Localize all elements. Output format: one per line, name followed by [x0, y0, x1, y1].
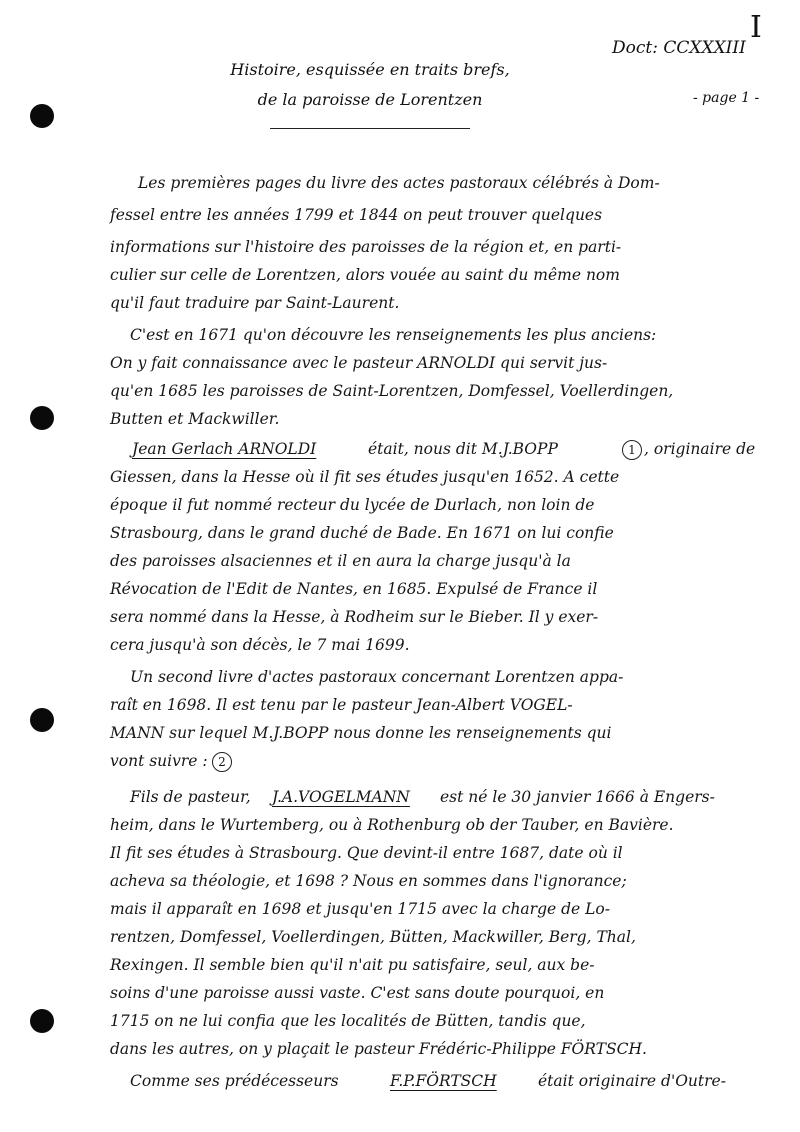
title-line-1: Histoire, esquissée en traits brefs, — [230, 60, 510, 79]
text-line: vont suivre : 2 — [0, 752, 800, 782]
footnote-marker: 2 — [212, 752, 232, 772]
text-line: Giessen, dans la Hesse où il fit ses études jusqu'en 1652. A cette — [110, 468, 620, 486]
text-line: MANN sur lequel M.J.BOPP nous donne les renseignements qui — [110, 724, 612, 742]
title-line-2: de la paroisse de Lorentzen — [257, 90, 483, 109]
corner-mark: I — [750, 10, 763, 45]
person-name-fortsch: F.P.FÖRTSCH — [390, 1072, 497, 1090]
text-line: heim, dans le Wurtemberg, ou à Rothenburg ob der Tauber, en Bavière. — [110, 816, 674, 834]
text-line: Les premières pages du livre des actes pastoraux célébrés à Dom- — [138, 174, 660, 192]
text-line: Butten et Mackwiller. — [110, 410, 280, 428]
person-name-arnoldi: Jean Gerlach ARNOLDI — [132, 440, 317, 458]
title-underline — [270, 128, 470, 129]
text-line: mais il apparaît en 1698 et jusqu'en 1715 avec la charge de Lo- — [110, 900, 610, 918]
text-line: Un second livre d'actes pastoraux concernant Lorentzen appa- — [130, 668, 624, 686]
text-line: Jean Gerlach ARNOLDI était, nous dit M.J.BOPP 1 , originaire de — [132, 440, 756, 458]
text-line: C'est en 1671 qu'on découvre les renseignements les plus anciens: — [130, 326, 657, 344]
text-line: dans les autres, on y plaçait le pasteur Frédéric-Philippe FÖRTSCH. — [110, 1040, 647, 1058]
text-line: Il fit ses études à Strasbourg. Que devint-il entre 1687, date où il — [110, 844, 623, 862]
text-line: Révocation de l'Edit de Nantes, en 1685. Expulsé de France il — [110, 580, 598, 598]
text-line: On y fait connaissance avec le pasteur ARNOLDI qui servit jus- — [110, 354, 608, 372]
text-line: Strasbourg, dans le grand duché de Bade. En 1671 on lui confie — [110, 524, 614, 542]
document-reference: Doct: CCXXXIII — [612, 38, 746, 58]
person-name-vogelmann: J.A.VOGELMANN — [272, 788, 410, 806]
text-line: qu'il faut traduire par Saint-Laurent. — [110, 294, 400, 312]
text-line: informations sur l'histoire des paroisses de la région et, en parti- — [110, 238, 622, 256]
footnote-marker: 1 — [622, 440, 642, 460]
text-line: des paroisses alsaciennes et il en aura la charge jusqu'à la — [110, 552, 571, 570]
text-line: époque il fut nommé recteur du lycée de Durlach, non loin de — [110, 496, 595, 514]
page-number: - page 1 - — [693, 90, 760, 106]
text-line: Comme ses prédécesseurs F.P.FÖRTSCH était originaire d'Outre- — [130, 1072, 726, 1090]
text-line: soins d'une paroisse aussi vaste. C'est sans doute pourquoi, en — [110, 984, 605, 1002]
text-line: acheva sa théologie, et 1698 ? Nous en sommes dans l'ignorance; — [110, 872, 627, 890]
text-line: Fils de pasteur, J.A.VOGELMANN est né le 30 janvier 1666 à Engers- — [130, 788, 715, 806]
text-line: qu'en 1685 les paroisses de Saint-Lorentzen, Domfessel, Voellerdingen, — [110, 382, 674, 400]
text-line: fessel entre les années 1799 et 1844 on peut trouver quelques — [110, 206, 603, 224]
text-line: culier sur celle de Lorentzen, alors vouée au saint du même nom — [110, 266, 620, 284]
text-line: rentzen, Domfessel, Voellerdingen, Bütten, Mackwiller, Berg, Thal, — [110, 928, 636, 946]
binder-hole-icon — [30, 104, 54, 128]
text-line: 1715 on ne lui confia que les localités de Bütten, tandis que, — [110, 1012, 586, 1030]
text-line: sera nommé dans la Hesse, à Rodheim sur le Bieber. Il y exer- — [110, 608, 599, 626]
text-line: raît en 1698. Il est tenu par le pasteur Jean-Albert VOGEL- — [110, 696, 573, 714]
text-line: Rexingen. Il semble bien qu'il n'ait pu satisfaire, seul, aux be- — [110, 956, 595, 974]
text-line: cera jusqu'à son décès, le 7 mai 1699. — [110, 636, 410, 654]
